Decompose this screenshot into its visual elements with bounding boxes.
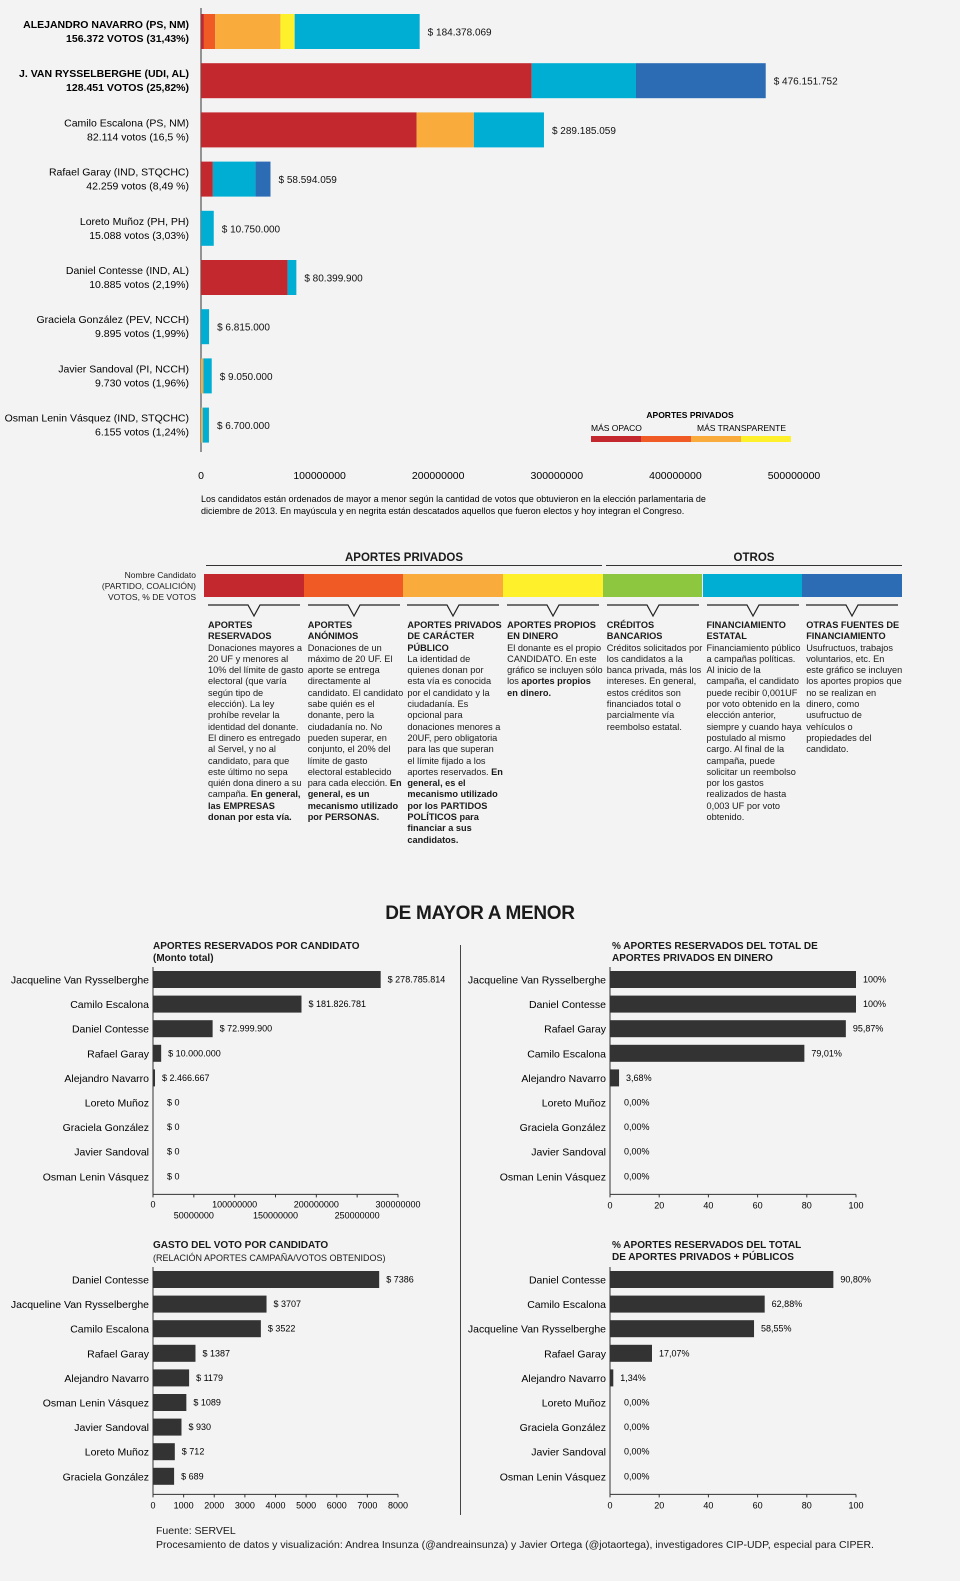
legend-description-title: APORTES ANÓNIMOS [307, 620, 359, 642]
legend-description-emphasis: En general, las EMPRESAS donan por esta vía. [208, 789, 301, 823]
bar [610, 996, 856, 1013]
candidate-name: Loreto Muñoz (PH, PH) [79, 215, 189, 228]
value-label: $ 7386 [386, 1274, 414, 1285]
bar-segment-reservados [201, 260, 288, 295]
bar-segment-estatal [213, 162, 256, 197]
bar-segment-caracter_publico [201, 408, 203, 443]
total-label: $ 6.700.000 [216, 421, 270, 433]
column-divider [460, 945, 461, 1515]
legend-description-body: La identidad de quienes donan por esta vía es conocida por el candidato y la ciudadanía. Es opcional para donaciones menores a 20UF, pero obligatoria para las que superan el límite fijado a los aportes reservados. [407, 653, 501, 777]
total-label: $ 80.399.900 [304, 273, 363, 285]
value-label: 90,80% [840, 1274, 871, 1285]
legend-color-estatal [703, 574, 803, 597]
legend-description-emphasis: aportes propios en dinero. [507, 676, 591, 698]
legend-description-body: Créditos solicitados por los candidatos a la banca privada, más los intereses. En general, estos créditos son financiados total o parcialmente vía reembolso estatal. [606, 642, 703, 732]
candidate-votes: 9.730 votos (1,96%) [95, 377, 189, 390]
legend-description-emphasis: En general, es un mecanismo utilizado por PERSONAS. [307, 778, 402, 823]
legend-pointer [208, 604, 300, 618]
candidate-votes: 15.088 votos (3,03%) [89, 229, 189, 242]
category-label: Alejandro Navarro [521, 1072, 606, 1085]
bar [610, 1045, 804, 1062]
total-label: $ 476.151.752 [773, 76, 838, 88]
total-label: $ 184.378.069 [427, 27, 492, 39]
x-tick-label: 0 [150, 1500, 156, 1511]
legend-left-label: MÁS OPACO [591, 423, 642, 433]
x-tick-label: 20 [654, 1500, 665, 1511]
legend-right-label: MÁS TRANSPARENTE [697, 423, 786, 433]
category-label: Daniel Contesse [71, 1023, 149, 1036]
bar [153, 1020, 213, 1037]
legend-description-title: CRÉDITOS BANCARIOS [606, 620, 663, 642]
x-tick-label: 0 [198, 470, 204, 482]
category-label: Jacqueline Van Rysselberghe [10, 974, 149, 987]
group-private-line [206, 565, 602, 566]
x-tick-label: 300000000 [375, 1199, 421, 1210]
bar [610, 1069, 619, 1086]
value-label: 100% [863, 999, 887, 1010]
x-tick-label: 0 [607, 1500, 613, 1511]
chart-title-pct-privados [612, 941, 827, 965]
bar-segment-caracter_publico [215, 14, 280, 49]
legend-pointer [806, 604, 898, 618]
bar-segment-otras [636, 63, 766, 98]
bar-segment-estatal [295, 14, 420, 49]
footer-credits: Procesamiento de datos y visualización: Andrea Insunza (@andreainsunza) y Javier Ortega (@jotaortega), investigadores CIP-UDP, especial para CIPER. [156, 1538, 874, 1551]
bar-segment-estatal [201, 211, 214, 246]
candidate-name: Osman Lenin Vásquez (IND, STQCHC) [4, 412, 189, 425]
category-label: Camilo Escalona [70, 1323, 149, 1336]
x-tick-label: 80 [801, 1200, 812, 1211]
x-tick-label: 0 [607, 1200, 613, 1211]
legend-description-body: Donaciones mayores a 20 UF y menores al 10% del límite de gasto electoral (que varía según tipo de elección). La ley prohíbe revelar la identidad del donante. El dinero es entregado al Servel, y no al candidato, para que este último no sepa quién dona dinero a su campaña. [208, 642, 304, 800]
bar-segment-estatal [203, 358, 211, 393]
legend-description-caracter_publico [407, 620, 503, 846]
legend-description-title: APORTES PRIVADOS DE CARÁCTER PÚBLICO [407, 620, 502, 653]
bar [610, 971, 856, 988]
bar-segment-estatal [201, 309, 209, 344]
total-label: $ 6.815.000 [217, 322, 270, 334]
value-label: 62,88% [771, 1299, 803, 1310]
legend-description-body: Financiamiento público a campañas políticas. Al inicio de la campaña, el candidato puede recibir 0,001UF por voto obtenido en la elección anterior, siempre y cuando haya postulado al mismo cargo. Al final de la campaña, puede solicitar un reembolso por los gastos realizados de hasta 0,003 UF por voto obtenido. [706, 642, 802, 823]
x-tick-label: 40 [703, 1200, 714, 1211]
bar-segment-anonimos [204, 14, 215, 49]
legend-description-title: APORTES RESERVADOS [208, 620, 272, 642]
total-label: $ 58.594.059 [278, 175, 337, 187]
value-label: $ 3707 [273, 1299, 302, 1310]
value-label: 1,34% [620, 1372, 646, 1383]
category-label: Camilo Escalona [527, 1299, 606, 1312]
x-tick-label: 60 [752, 1200, 763, 1211]
bar [610, 1020, 846, 1037]
section-title: DE MAYOR A MENOR [385, 903, 575, 924]
category-label: Daniel Contesse [528, 999, 606, 1012]
subtitle-text: (RELACIÓN APORTES CAMPAÑA/VOTOS OBTENIDOS) [153, 1253, 386, 1263]
x-tick-label: 6000 [326, 1500, 347, 1511]
legend-title: APORTES PRIVADOS [646, 410, 734, 420]
category-label: Rafael Garay [87, 1048, 149, 1061]
bar [153, 1069, 155, 1086]
legend-description-emphasis: En general, es el mecanismo utilizado por los PARTIDOS POLÍTICOS para financiar a sus candidatos. [407, 766, 503, 845]
value-label: 79,01% [811, 1048, 842, 1059]
value-label: $ 72.999.900 [219, 1023, 273, 1034]
x-tick-label: 1000 [173, 1500, 194, 1511]
bar [153, 1419, 181, 1436]
x-tick-label: 5000 [296, 1500, 317, 1511]
category-label: Rafael Garay [544, 1023, 606, 1036]
value-label: $ 1179 [196, 1372, 223, 1383]
x-tick-label: 200000000 [293, 1199, 339, 1210]
value-label: 3,68% [626, 1072, 652, 1083]
legend-description-body: Donaciones de un máximo de 20 UF. El aporte se entrega directamente al candidato. El candidato sabe quién es el donante, pero la ciudadanía no. No pueden superar, en conjunto, el 20% del límite de gasto electoral establecido para cada elección. [307, 642, 404, 789]
bar [610, 1345, 652, 1362]
legend-swatch-anonimos [641, 436, 691, 442]
value-label: $ 689 [181, 1471, 204, 1482]
bar-segment-reservados [201, 162, 213, 197]
x-tick-label: 250000000 [334, 1210, 380, 1221]
legend-description-reservados [208, 620, 304, 823]
category-label: Daniel Contesse [528, 1274, 606, 1287]
category-label: Jacqueline Van Rysselberghe [10, 1299, 149, 1312]
x-tick-label: 2000 [204, 1500, 225, 1511]
value-label: 0,00% [624, 1122, 650, 1133]
category-label: Javier Sandoval [531, 1446, 606, 1459]
value-label: 95,87% [852, 1023, 884, 1034]
bar-segment-reservados [201, 63, 532, 98]
category-label: Osman Lenin Vásquez [499, 1171, 606, 1184]
legend-description-otras [806, 620, 902, 756]
bar-segment-estatal [288, 260, 297, 295]
candidate-votes: 10.885 votos (2,19%) [89, 279, 189, 291]
title-text: GASTO DEL VOTO POR CANDIDATO [153, 1240, 329, 1251]
legend-description-title: FINANCIAMIENTO ESTATAL [706, 620, 786, 642]
bar-segment-reservados [201, 14, 204, 49]
bar [153, 1045, 161, 1062]
legend-description-anonimos [308, 620, 404, 823]
bar-segment-reservados [201, 112, 417, 147]
candidate-votes: 42.259 votos (8,49 %) [86, 180, 189, 193]
x-tick-label: 100 [848, 1500, 864, 1511]
candidate-name: Javier Sandoval (PI, NCCH) [58, 363, 189, 376]
legend-pointer [707, 604, 799, 618]
bar-segment-otras [256, 162, 271, 197]
x-tick-label: 400000000 [649, 470, 702, 482]
stacked-funding-chart [0, 0, 960, 540]
legend-color-anonimos [304, 574, 404, 597]
x-tick-label: 40 [703, 1500, 714, 1511]
candidate-name: Rafael Garay (IND, STQCHC) [48, 166, 189, 179]
value-label: $ 3522 [267, 1323, 296, 1334]
value-label: $ 181.826.781 [308, 999, 367, 1010]
bar [153, 1394, 186, 1411]
x-tick-label: 80 [801, 1500, 812, 1511]
bar [610, 1320, 754, 1337]
bar [153, 1296, 267, 1313]
bar [610, 1271, 833, 1288]
legend-description-estatal [707, 620, 803, 823]
title-text: % APORTES RESERVADOS DEL TOTAL DE APORTES PRIVADOS EN DINERO [612, 941, 818, 964]
category-label: Javier Sandoval [74, 1422, 149, 1435]
value-label: 0,00% [624, 1446, 650, 1457]
legend-description-body: El donante es el propio CANDIDATO. En este gráfico se incluyen sólo los [507, 642, 603, 687]
candidate-name: Graciela González (PEV, NCCH) [36, 314, 189, 327]
x-tick-label: 20 [654, 1200, 665, 1211]
bar-segment-caracter_publico [201, 358, 203, 393]
category-label: Osman Lenin Vásquez [42, 1171, 149, 1184]
bar [153, 1369, 189, 1386]
category-label: Javier Sandoval [74, 1146, 149, 1159]
legend-description-title: APORTES PROPIOS EN DINERO [507, 620, 596, 642]
x-tick-label: 3000 [234, 1500, 255, 1511]
category-label: Osman Lenin Vásquez [42, 1397, 149, 1410]
category-label: Camilo Escalona [70, 999, 149, 1012]
x-tick-label: 4000 [265, 1500, 286, 1511]
value-label: 0,00% [624, 1397, 650, 1408]
legend-description-propios [507, 620, 603, 699]
chart-gasto-voto [0, 1265, 460, 1515]
chart-title-pct-total [612, 1240, 812, 1264]
bar-segment-caracter_publico [417, 112, 474, 147]
value-label: 0,00% [624, 1422, 650, 1433]
candidate-name: Daniel Contesse (IND, AL) [65, 265, 189, 277]
note-line-2: diciembre de 2013. En mayúscula y en negrita están descatados aquellos que fueron electos y hoy integran el Congreso. [201, 506, 685, 516]
axis-label-line-3: VOTOS, % DE VOTOS [107, 592, 196, 602]
x-tick-label: 200000000 [411, 470, 465, 482]
total-label: $ 289.185.059 [551, 125, 616, 137]
legend-swatch-reservados [591, 436, 641, 442]
axis-label-line-2: (PARTIDO, COALICIÓN) [101, 581, 196, 591]
bar [153, 1443, 175, 1460]
category-label: Loreto Muñoz [84, 1446, 149, 1459]
title-text: APORTES RESERVADOS POR CANDIDATO [153, 941, 360, 952]
category-label: Loreto Muñoz [541, 1397, 606, 1410]
candidate-votes: 6.155 votos (1,24%) [95, 426, 189, 439]
bar-segment-propios [280, 14, 294, 49]
chart-title-reservados-monto [153, 941, 360, 965]
x-tick-label: 150000000 [252, 1210, 299, 1221]
value-label: 58,55% [761, 1323, 792, 1334]
value-label: $ 0 [167, 1122, 180, 1133]
value-label: $ 0 [167, 1146, 180, 1157]
value-label: $ 0 [167, 1171, 180, 1182]
category-label: Graciela González [519, 1122, 606, 1135]
value-label: $ 712 [181, 1446, 205, 1457]
value-label: $ 278.785.814 [387, 974, 446, 985]
legend-description-body: Usufructuos, trabajos voluntarios, etc. En este gráfico se incluyen los aportes propios que no se realizan en dinero, como usufructuo de vehículos o propiedades del candidato. [806, 642, 903, 755]
value-label: 17,07% [658, 1348, 690, 1359]
x-tick-label: 300000000 [530, 470, 584, 482]
x-tick-label: 500000000 [767, 470, 821, 482]
value-label: $ 1089 [193, 1397, 221, 1408]
category-label: Jacqueline Van Rysselberghe [467, 1323, 606, 1336]
x-tick-label: 0 [150, 1199, 156, 1210]
value-label: 0,00% [624, 1171, 650, 1182]
bar [153, 996, 301, 1013]
category-label: Osman Lenin Vásquez [499, 1471, 606, 1484]
total-label: $ 10.750.000 [221, 224, 281, 236]
chart-pct-privados [462, 965, 960, 1215]
candidate-votes: 82.114 votos (16,5 %) [87, 131, 189, 144]
note-line-1: Los candidatos están ordenados de mayor a menor según la cantidad de votos que obtuvieron en la elección parlamentaria de [201, 494, 706, 504]
subtitle-text: (Monto total) [153, 953, 214, 964]
legend-axis-label [92, 570, 196, 603]
bar [153, 1345, 195, 1362]
category-label: Alejandro Navarro [521, 1372, 606, 1385]
value-label: 0,00% [624, 1146, 650, 1157]
candidate-votes: 128.451 VOTOS (25,82%) [66, 82, 189, 95]
legend-color-creditos [603, 574, 703, 597]
chart-pct-total [462, 1265, 960, 1515]
value-label: $ 1387 [202, 1348, 231, 1359]
value-label: 100% [863, 974, 887, 985]
bar-segment-estatal [532, 63, 636, 98]
category-label: Graciela González [62, 1471, 149, 1484]
footer-source: Fuente: SERVEL [156, 1525, 236, 1537]
candidate-name: Camilo Escalona (PS, NM) [64, 117, 189, 130]
bar-segment-estatal [203, 408, 209, 443]
group-others-line [606, 565, 902, 566]
footer [156, 1525, 874, 1552]
value-label: $ 10.000.000 [168, 1048, 221, 1059]
bar [153, 971, 381, 988]
x-tick-label: 8000 [387, 1500, 409, 1511]
category-label: Jacqueline Van Rysselberghe [467, 974, 606, 987]
legend-color-reservados [204, 574, 304, 597]
category-label: Javier Sandoval [531, 1146, 606, 1159]
legend-swatch-caracter_publico [691, 436, 741, 442]
bar [153, 1320, 261, 1337]
bar [153, 1468, 174, 1485]
value-label: $ 930 [188, 1422, 212, 1433]
value-label: 0,00% [624, 1471, 650, 1482]
bar [153, 1271, 379, 1288]
category-label: Loreto Muñoz [84, 1097, 149, 1110]
legend-pointer [607, 604, 699, 618]
value-label: $ 2.466.667 [162, 1072, 210, 1083]
bar-segment-estatal [474, 112, 544, 147]
legend-description-creditos [607, 620, 703, 733]
legend-color-propios [503, 574, 603, 597]
candidate-name: J. VAN RYSSELBERGHE (UDI, AL) [19, 68, 189, 81]
legend-color-otras [802, 574, 902, 597]
legend-description-title: OTRAS FUENTES DE FINANCIAMIENTO [806, 620, 900, 642]
category-label: Graciela González [519, 1422, 606, 1435]
chart-title-gasto-voto [153, 1240, 386, 1265]
bar [610, 1296, 765, 1313]
category-label: Loreto Muñoz [541, 1097, 606, 1110]
legend-pointer [407, 604, 499, 618]
bar [610, 1369, 613, 1386]
x-tick-label: 7000 [357, 1500, 378, 1511]
legend-pointer [507, 604, 599, 618]
group-private-heading: APORTES PRIVADOS [345, 552, 463, 564]
category-label: Daniel Contesse [71, 1274, 149, 1287]
group-others-heading: OTROS [733, 552, 775, 564]
chart-reservados-monto [0, 965, 460, 1225]
value-label: $ 0 [167, 1097, 180, 1108]
category-label: Rafael Garay [544, 1348, 606, 1361]
legend-pointer [308, 604, 400, 618]
candidate-name: ALEJANDRO NAVARRO (PS, NM) [23, 19, 189, 31]
legend-color-caracter_publico [403, 574, 503, 597]
legend-swatch-propios [741, 436, 791, 442]
x-tick-label: 100000000 [293, 470, 346, 482]
x-tick-label: 100 [848, 1200, 864, 1211]
candidate-votes: 9.895 votos (1,99%) [95, 328, 189, 341]
category-label: Rafael Garay [87, 1348, 149, 1361]
category-label: Alejandro Navarro [64, 1372, 149, 1385]
value-label: 0,00% [624, 1097, 650, 1108]
category-label: Alejandro Navarro [64, 1072, 149, 1085]
x-tick-label: 50000000 [173, 1210, 214, 1221]
category-label: Camilo Escalona [527, 1048, 606, 1061]
category-label: Graciela González [62, 1122, 149, 1135]
x-tick-label: 100000000 [212, 1199, 258, 1210]
candidate-votes: 156.372 VOTOS (31,43%) [66, 33, 189, 45]
axis-label-line-1: Nombre Candidato [124, 570, 196, 580]
title-text: % APORTES RESERVADOS DEL TOTAL DE APORTES PRIVADOS + PÚBLICOS [612, 1240, 802, 1263]
total-label: $ 9.050.000 [219, 371, 273, 383]
x-tick-label: 60 [752, 1500, 763, 1511]
